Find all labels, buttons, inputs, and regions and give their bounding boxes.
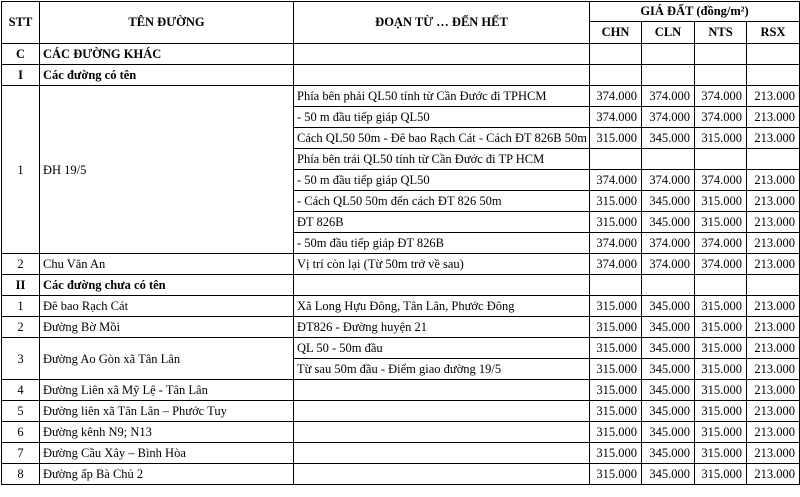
price-rsx: 213.000	[747, 170, 800, 191]
price-cln: 345.000	[642, 338, 695, 359]
price-cln: 345.000	[642, 422, 695, 443]
price-chn: 315.000	[590, 338, 642, 359]
row-street-name: Đường Bờ Mồi	[40, 317, 294, 338]
row-street-name: Chu Văn An	[40, 254, 294, 275]
row-segment	[294, 464, 590, 485]
header-col-cln: CLN	[642, 22, 695, 44]
price-cln: 374.000	[642, 170, 695, 191]
price-chn: 315.000	[590, 443, 642, 464]
row-street-name: ĐH 19/5	[40, 86, 294, 254]
price-nts: 374.000	[695, 170, 747, 191]
price-chn: 374.000	[590, 86, 642, 107]
row-street-name: Đường liên xã Tân Lân – Phước Tuy	[40, 401, 294, 422]
price-rsx: 213.000	[747, 338, 800, 359]
price-chn: 374.000	[590, 170, 642, 191]
row-segment: Phía bên trái QL50 tính từ Cần Đước đi TP HCM	[294, 149, 590, 170]
header-col-chn: CHN	[590, 22, 642, 44]
price-cln: 345.000	[642, 359, 695, 380]
row-stt: 2	[2, 317, 40, 338]
price-rsx: 213.000	[747, 86, 800, 107]
row-stt: 2	[2, 254, 40, 275]
price-rsx	[747, 149, 800, 170]
header-street-name: TÊN ĐƯỜNG	[40, 2, 294, 44]
section-stt: C	[2, 44, 40, 65]
row-segment: Vị trí còn lại (Từ 50m trở về sau)	[294, 254, 590, 275]
price-rsx: 213.000	[747, 317, 800, 338]
row-segment: Từ sau 50m đầu - Điểm giao đường 19/5	[294, 359, 590, 380]
price-cln: 345.000	[642, 191, 695, 212]
price-chn: 315.000	[590, 359, 642, 380]
price-nts: 315.000	[695, 296, 747, 317]
price-rsx: 213.000	[747, 212, 800, 233]
price-chn: 315.000	[590, 212, 642, 233]
price-rsx: 213.000	[747, 443, 800, 464]
land-price-table	[1, 1, 800, 485]
price-rsx: 213.000	[747, 128, 800, 149]
price-cln: 374.000	[642, 233, 695, 254]
price-rsx: 213.000	[747, 191, 800, 212]
table-row	[2, 443, 800, 464]
row-street-name: Đường Ao Gòn xã Tân Lân	[40, 338, 294, 380]
price-cln: 374.000	[642, 86, 695, 107]
price-cln: 345.000	[642, 212, 695, 233]
price-chn: 315.000	[590, 401, 642, 422]
price-nts: 374.000	[695, 86, 747, 107]
price-nts: 315.000	[695, 359, 747, 380]
price-rsx: 213.000	[747, 254, 800, 275]
price-nts: 315.000	[695, 212, 747, 233]
price-rsx: 213.000	[747, 296, 800, 317]
row-segment: Phía bên phải QL50 tính từ Cần Đước đi TPHCM	[294, 86, 590, 107]
price-cln: 345.000	[642, 401, 695, 422]
section-row-i	[2, 65, 800, 86]
price-chn: 315.000	[590, 380, 642, 401]
row-street-name: Đường Liên xã Mỹ Lệ - Tân Lân	[40, 380, 294, 401]
table-row	[2, 338, 800, 359]
row-street-name: Đê bao Rạch Cát	[40, 296, 294, 317]
price-nts: 374.000	[695, 233, 747, 254]
price-nts: 315.000	[695, 464, 747, 485]
row-segment: - 50m đầu tiếp giáp ĐT 826B	[294, 233, 590, 254]
row-street-name: Đường kênh N9; N13	[40, 422, 294, 443]
price-cln: 345.000	[642, 296, 695, 317]
row-segment: - 50 m đầu tiếp giáp QL50	[294, 107, 590, 128]
price-rsx: 213.000	[747, 401, 800, 422]
table-row	[2, 464, 800, 485]
price-rsx: 213.000	[747, 422, 800, 443]
table-row	[2, 401, 800, 422]
table-row	[2, 86, 800, 107]
price-rsx: 213.000	[747, 359, 800, 380]
header-segment: ĐOẠN TỪ … ĐẾN HẾT	[294, 2, 590, 44]
price-nts: 315.000	[695, 401, 747, 422]
price-nts: 315.000	[695, 317, 747, 338]
row-segment	[294, 380, 590, 401]
price-nts: 315.000	[695, 380, 747, 401]
price-nts: 315.000	[695, 191, 747, 212]
row-stt: 3	[2, 338, 40, 380]
section-stt: II	[2, 275, 40, 296]
table-row	[2, 296, 800, 317]
row-segment: - Cách QL50 50m đến cách ĐT 826 50m	[294, 191, 590, 212]
price-chn	[590, 149, 642, 170]
row-segment: Cách QL50 50m - Đê bao Rạch Cát - Cách ĐT 826B 50m	[294, 128, 590, 149]
price-cln	[642, 149, 695, 170]
row-stt: 6	[2, 422, 40, 443]
row-segment	[294, 422, 590, 443]
price-cln: 345.000	[642, 380, 695, 401]
price-rsx: 213.000	[747, 464, 800, 485]
row-segment: ĐT 826B	[294, 212, 590, 233]
row-street-name: Đường ấp Bà Chủ 2	[40, 464, 294, 485]
price-cln: 374.000	[642, 107, 695, 128]
table-row	[2, 317, 800, 338]
price-cln: 345.000	[642, 317, 695, 338]
price-nts	[695, 149, 747, 170]
section-row-c	[2, 44, 800, 65]
price-nts: 315.000	[695, 422, 747, 443]
price-chn: 374.000	[590, 233, 642, 254]
header-col-nts: NTS	[695, 22, 747, 44]
price-nts: 374.000	[695, 107, 747, 128]
row-segment: QL 50 - 50m đầu	[294, 338, 590, 359]
row-stt: 1	[2, 296, 40, 317]
price-chn: 315.000	[590, 296, 642, 317]
table-row	[2, 254, 800, 275]
section-stt: I	[2, 65, 40, 86]
price-nts: 315.000	[695, 128, 747, 149]
row-segment	[294, 401, 590, 422]
price-chn: 374.000	[590, 254, 642, 275]
row-segment: - 50 m đầu tiếp giáp QL50	[294, 170, 590, 191]
header-col-rsx: RSX	[747, 22, 800, 44]
price-nts: 374.000	[695, 254, 747, 275]
price-chn: 315.000	[590, 191, 642, 212]
price-rsx: 213.000	[747, 107, 800, 128]
row-stt: 5	[2, 401, 40, 422]
price-rsx: 213.000	[747, 233, 800, 254]
section-row-ii	[2, 275, 800, 296]
table-row	[2, 380, 800, 401]
price-cln: 345.000	[642, 128, 695, 149]
price-cln: 345.000	[642, 443, 695, 464]
row-stt: 1	[2, 86, 40, 254]
price-chn: 315.000	[590, 128, 642, 149]
price-chn: 315.000	[590, 317, 642, 338]
row-stt: 8	[2, 464, 40, 485]
header-row-1	[2, 2, 800, 22]
row-segment	[294, 443, 590, 464]
price-cln: 374.000	[642, 254, 695, 275]
section-title: Các đường chưa có tên	[40, 275, 294, 296]
price-rsx: 213.000	[747, 380, 800, 401]
table-row	[2, 422, 800, 443]
price-nts: 315.000	[695, 443, 747, 464]
row-segment: Xã Long Hựu Đông, Tân Lân, Phước Đông	[294, 296, 590, 317]
section-title: CÁC ĐƯỜNG KHÁC	[40, 44, 294, 65]
row-stt: 4	[2, 380, 40, 401]
header-land-price: GIÁ ĐẤT (đồng/m²)	[590, 2, 800, 22]
row-street-name: Đường Cầu Xây – Bình Hòa	[40, 443, 294, 464]
price-chn: 315.000	[590, 422, 642, 443]
price-chn: 374.000	[590, 107, 642, 128]
row-stt: 7	[2, 443, 40, 464]
price-nts: 315.000	[695, 338, 747, 359]
section-title: Các đường có tên	[40, 65, 294, 86]
price-cln: 345.000	[642, 464, 695, 485]
header-stt: STT	[2, 2, 40, 44]
row-segment: ĐT826 - Đường huyện 21	[294, 317, 590, 338]
price-chn: 315.000	[590, 464, 642, 485]
